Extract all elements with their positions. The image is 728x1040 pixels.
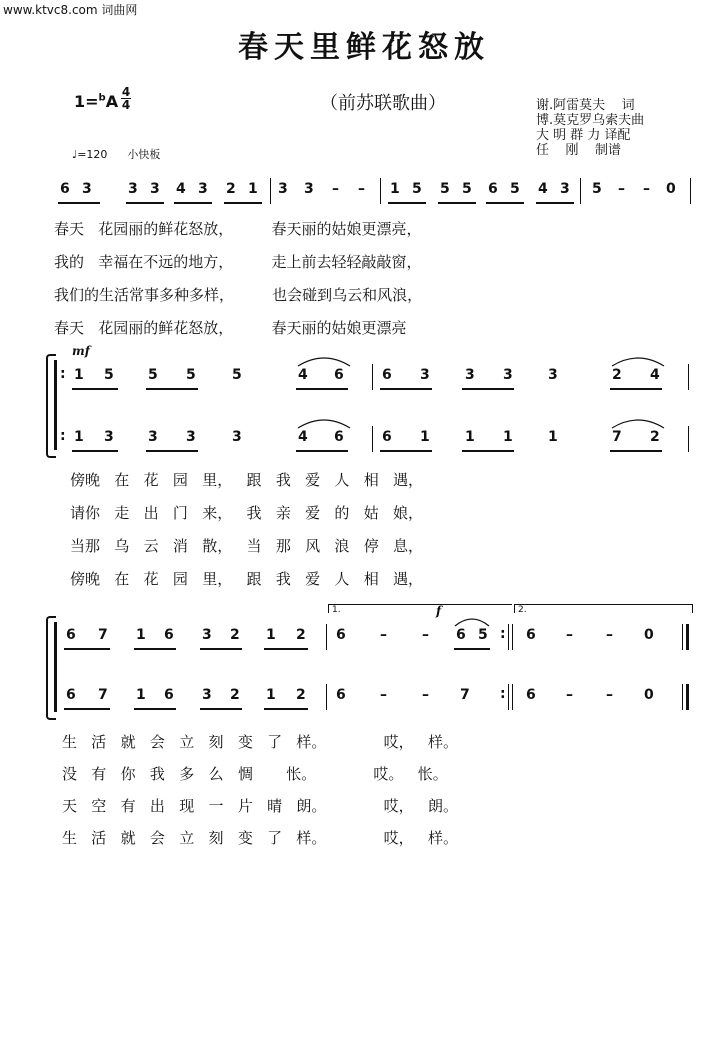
note: 1 [248,181,258,197]
lyric-line: 天 空 有 出 现 一 片 晴 朗。 哎， 朗。 [62,797,458,815]
note: 1 [266,627,276,643]
note: 3 [148,429,158,445]
tempo-mark: 小快板 [127,148,161,161]
tempo-line [72,146,160,162]
note: 3 [202,687,212,703]
note: 6 [334,429,344,445]
note: 3 [548,367,558,383]
note: 6 [526,687,536,703]
note: 3 [198,181,208,197]
volta-2: 2. [514,604,693,613]
lyric-line: 没 有 你 我 多 么 惆 怅。 哎。 怅。 [62,765,448,783]
note: 3 [465,367,475,383]
note: 4 [298,429,308,445]
note: 7 [98,687,108,703]
note: 3 [104,429,114,445]
note: 2 [612,367,622,383]
note: 1 [74,429,84,445]
note: 6 [66,627,76,643]
note: 5 [440,181,450,197]
key-note: A [105,92,119,111]
note: 3 [232,429,242,445]
note: 1 [465,429,475,445]
note: 6 [382,367,392,383]
note: 5 [510,181,520,197]
note: 1 [548,429,558,445]
note: 4 [538,181,548,197]
lyric-line: 我的 幸福在不远的地方， 走上前去轻轻敲敲窗， [54,253,422,271]
note: 1 [266,687,276,703]
note: 0 [644,687,654,703]
note: – [566,687,573,703]
song-title: 春天里鲜花怒放 [238,30,490,65]
key-signature [74,92,118,111]
dynamic-mf: mf [72,344,90,358]
lyric-line: 当那 乌 云 消 散， 当 那 风 浪 停 息， [70,537,424,555]
note: – [332,181,339,197]
song-subtitle: （前苏联歌曲） [320,93,446,114]
note: – [606,627,613,643]
note: 3 [278,181,288,197]
note: – [380,687,387,703]
note: 6 [334,367,344,383]
note: 6 [382,429,392,445]
lyric-line: 我们的生活常事多种多样， 也会碰到乌云和风浪， [54,286,423,304]
note: 5 [412,181,422,197]
time-signature [121,86,131,111]
note: 6 [336,687,346,703]
note: 5 [186,367,196,383]
note: – [566,627,573,643]
note: 3 [503,367,513,383]
note: 3 [186,429,196,445]
note: – [643,181,650,197]
note: 5 [232,367,242,383]
dynamic-f: f [436,604,442,618]
note: 6 [488,181,498,197]
note: 6 [336,627,346,643]
note: 6 [66,687,76,703]
note: 5 [104,367,114,383]
note: 7 [460,687,470,703]
note: 1 [136,687,146,703]
note: 5 [148,367,158,383]
note: 0 [644,627,654,643]
note: – [606,687,613,703]
volta-1: 1. [328,604,512,613]
note: 6 [164,687,174,703]
note: 3 [128,181,138,197]
note: 3 [304,181,314,197]
lyric-line: 请你 走 出 门 来， 我 亲 爱 的 姑 娘， [70,504,424,522]
note: 6 [60,181,70,197]
note: 2 [226,181,236,197]
lyric-line: 生 活 就 会 立 刻 变 了 样。 哎， 样。 [62,829,458,847]
note: 6 [164,627,174,643]
note: – [618,181,625,197]
lyric-line: 傍晚 在 花 园 里， 跟 我 爱 人 相 遇， [70,570,424,588]
note: 3 [420,367,430,383]
note: 2 [230,687,240,703]
note: 0 [666,181,676,197]
note: 3 [82,181,92,197]
note: 5 [592,181,602,197]
note: 3 [560,181,570,197]
note: 7 [612,429,622,445]
note: 5 [478,627,488,643]
note: 2 [650,429,660,445]
note: 7 [98,627,108,643]
note: 2 [296,627,306,643]
lyric-line: 春天 花园丽的鲜花怒放， 春天丽的姑娘更漂亮， [54,220,422,238]
note: 1 [503,429,513,445]
site-watermark: www.ktvc8.com 词曲网 [3,3,138,17]
note: 5 [462,181,472,197]
note: 1 [420,429,430,445]
note: 6 [456,627,466,643]
note: – [422,687,429,703]
note: 1 [390,181,400,197]
note: 2 [230,627,240,643]
key-flat: b [98,92,106,104]
tempo-value: ♩=120 [72,148,108,161]
note: 3 [202,627,212,643]
note: 1 [74,367,84,383]
time-top: 4 [121,85,131,99]
note: 4 [650,367,660,383]
note: 6 [526,627,536,643]
key-label: 1= [74,92,99,111]
note: 4 [176,181,186,197]
lyric-line: 春天 花园丽的鲜花怒放， 春天丽的姑娘更漂亮 [54,319,407,337]
time-bottom: 4 [121,98,131,112]
note: – [422,627,429,643]
song-credits: 谢.阿雷莫夫 词 博.莫克罗乌索夫曲 大 明 群 力 译配 任 刚 制谱 [536,98,645,158]
note: – [358,181,365,197]
note: 1 [136,627,146,643]
note: 4 [298,367,308,383]
lyric-line: 傍晚 在 花 园 里， 跟 我 爱 人 相 遇， [70,471,424,489]
note: – [380,627,387,643]
note: 2 [296,687,306,703]
note: 3 [150,181,160,197]
lyric-line: 生 活 就 会 立 刻 变 了 样。 哎， 样。 [62,733,458,751]
